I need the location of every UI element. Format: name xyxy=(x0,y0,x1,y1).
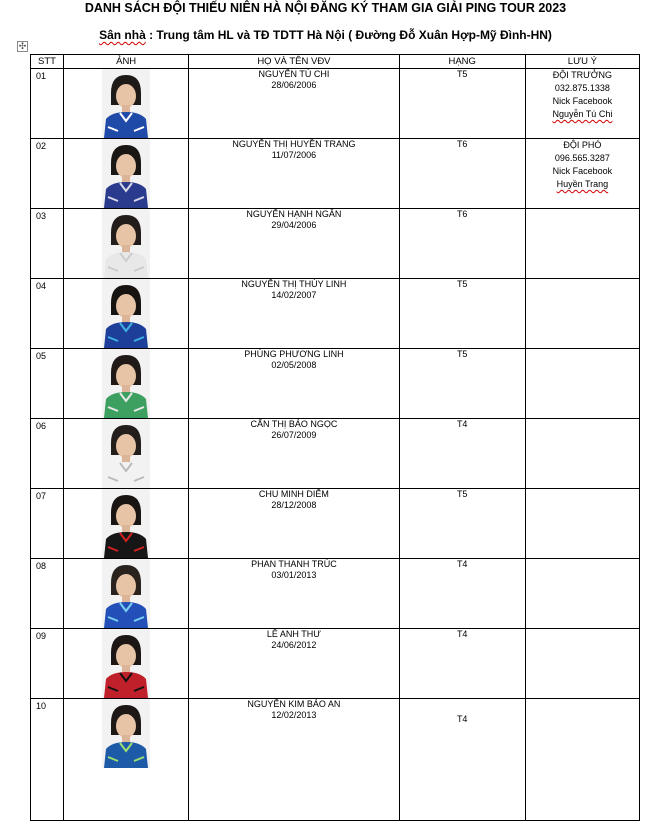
rank-cell xyxy=(399,419,525,489)
note-line: ĐỘI TRƯỞNG xyxy=(552,70,613,80)
document-title: DANH SÁCH ĐỘI THIẾU NIÊN HÀ NỘI ĐĂNG KÝ THAM GIA GIẢI PING TOUR 2023 xyxy=(84,1,567,15)
note-line: ĐỘI PHÓ xyxy=(563,140,602,150)
note-cell xyxy=(525,69,639,139)
table-row xyxy=(31,209,640,279)
note-cell xyxy=(525,699,639,821)
player-dob: 24/06/2012 xyxy=(271,640,317,650)
player-photo xyxy=(102,209,150,278)
stt-value: 04 xyxy=(36,281,47,291)
rank-cell xyxy=(399,69,525,139)
note-line: Huyền Trang xyxy=(556,179,609,189)
player-rank: T6 xyxy=(456,209,468,219)
stt-cell xyxy=(31,629,64,699)
name-cell xyxy=(189,209,399,279)
player-photo xyxy=(102,489,150,558)
rank-cell xyxy=(399,349,525,419)
stt-value: 06 xyxy=(36,421,47,431)
note-cell xyxy=(525,419,639,489)
name-cell xyxy=(189,419,399,489)
player-photo-icon xyxy=(102,559,150,628)
player-photo-icon xyxy=(102,349,150,418)
header-photo: ẢNH xyxy=(64,55,189,69)
table-row xyxy=(31,69,640,139)
stt-cell xyxy=(31,69,64,139)
stt-value: 03 xyxy=(36,211,47,221)
photo-cell xyxy=(64,699,189,821)
player-photo-icon xyxy=(102,209,150,278)
header-name: HỌ VÀ TÊN VĐV xyxy=(189,55,399,69)
photo-cell xyxy=(64,139,189,209)
stt-value: 07 xyxy=(36,491,47,501)
name-cell xyxy=(189,629,399,699)
stt-cell xyxy=(31,209,64,279)
photo-cell xyxy=(64,69,189,139)
note-cell xyxy=(525,629,639,699)
stt-value: 10 xyxy=(36,701,47,711)
table-row xyxy=(31,559,640,629)
rank-cell xyxy=(399,209,525,279)
stt-value: 05 xyxy=(36,351,47,361)
table-row xyxy=(31,699,640,821)
note-line: Nguyễn Tú Chi xyxy=(552,109,613,119)
player-dob: 29/04/2006 xyxy=(271,220,317,230)
document-subtitle xyxy=(0,27,651,43)
player-photo xyxy=(102,349,150,418)
player-photo-icon xyxy=(102,629,150,698)
table-row xyxy=(31,349,640,419)
player-name: LÊ ANH THƯ xyxy=(266,629,321,639)
player-rank: T5 xyxy=(456,349,468,359)
player-name: NGUYỄN THỊ THÙY LINH xyxy=(241,279,347,289)
table-row xyxy=(31,419,640,489)
player-photo xyxy=(102,69,150,138)
rank-cell xyxy=(399,699,525,821)
player-photo xyxy=(102,139,150,208)
note-cell xyxy=(525,139,639,209)
subtitle-venue-label: Sân nhà xyxy=(99,28,146,42)
player-name: PHAN THANH TRÚC xyxy=(251,559,337,569)
player-rank: T5 xyxy=(456,69,468,79)
note-cell xyxy=(525,279,639,349)
note-line: 032.875.1338 xyxy=(554,83,610,93)
player-photo-icon xyxy=(102,279,150,348)
stt-value: 02 xyxy=(36,141,47,151)
name-cell xyxy=(189,489,399,559)
photo-cell xyxy=(64,629,189,699)
photo-cell xyxy=(64,489,189,559)
table-header-row xyxy=(31,55,640,69)
stt-cell xyxy=(31,349,64,419)
player-photo-icon xyxy=(102,139,150,208)
subtitle-venue-text: : Trung tâm HL và TĐ TDTT Hà Nội ( Đường Đỗ Xuân Hợp-Mỹ Đình-HN) xyxy=(145,28,552,42)
stt-cell xyxy=(31,489,64,559)
player-photo-icon xyxy=(102,489,150,558)
stt-value: 09 xyxy=(36,631,47,641)
stt-value: 01 xyxy=(36,71,47,81)
stt-cell xyxy=(31,419,64,489)
player-rank: T4 xyxy=(456,629,468,639)
player-dob: 02/05/2008 xyxy=(271,360,317,370)
table-row xyxy=(31,279,640,349)
player-rank: T4 xyxy=(456,559,468,569)
player-dob: 12/02/2013 xyxy=(271,710,317,720)
player-photo xyxy=(102,699,150,768)
name-cell xyxy=(189,699,399,821)
rank-cell xyxy=(399,489,525,559)
name-cell xyxy=(189,69,399,139)
player-photo xyxy=(102,279,150,348)
stt-value: 08 xyxy=(36,561,47,571)
player-name: NGUYỄN TÚ CHI xyxy=(258,69,330,79)
roster-table xyxy=(30,54,640,821)
player-rank: T6 xyxy=(456,139,468,149)
rank-cell xyxy=(399,629,525,699)
table-move-handle-icon[interactable]: ✣ xyxy=(18,41,27,51)
photo-cell xyxy=(64,279,189,349)
player-dob: 28/06/2006 xyxy=(271,80,317,90)
header-note: LƯU Ý xyxy=(525,55,639,69)
name-cell xyxy=(189,279,399,349)
player-photo-icon xyxy=(102,69,150,138)
player-dob: 03/01/2013 xyxy=(271,570,317,580)
photo-cell xyxy=(64,559,189,629)
name-cell xyxy=(189,139,399,209)
player-dob: 28/12/2008 xyxy=(271,500,317,510)
player-rank: T4 xyxy=(456,714,468,724)
player-name: CẤN THỊ BẢO NGỌC xyxy=(250,419,338,429)
player-name: PHÙNG PHƯƠNG LINH xyxy=(244,349,344,359)
player-dob: 11/07/2006 xyxy=(271,150,317,160)
player-photo-icon xyxy=(102,699,150,768)
stt-cell xyxy=(31,699,64,821)
table-row xyxy=(31,629,640,699)
player-name: NGUYỄN KIM BẢO AN xyxy=(247,699,341,709)
player-photo-icon xyxy=(102,419,150,488)
player-photo xyxy=(102,419,150,488)
rank-cell xyxy=(399,559,525,629)
header-rank: HẠNG xyxy=(399,55,525,69)
note-line: Nick Facebook xyxy=(552,96,613,106)
player-dob: 14/02/2007 xyxy=(271,290,317,300)
player-rank: T5 xyxy=(456,279,468,289)
table-row xyxy=(31,139,640,209)
rank-cell xyxy=(399,279,525,349)
player-dob: 26/07/2009 xyxy=(271,430,317,440)
stt-cell xyxy=(31,279,64,349)
photo-cell xyxy=(64,209,189,279)
player-name: CHU MINH DIỄM xyxy=(258,489,329,499)
photo-cell xyxy=(64,349,189,419)
player-photo xyxy=(102,559,150,628)
note-cell xyxy=(525,209,639,279)
table-row xyxy=(31,489,640,559)
player-photo xyxy=(102,629,150,698)
player-rank: T4 xyxy=(456,419,468,429)
note-cell xyxy=(525,489,639,559)
note-line: 096.565.3287 xyxy=(554,153,610,163)
name-cell xyxy=(189,349,399,419)
photo-cell xyxy=(64,419,189,489)
player-name: NGUYỄN HẠNH NGÂN xyxy=(246,209,342,219)
player-name: NGUYỄN THỊ HUYỀN TRANG xyxy=(232,139,356,149)
name-cell xyxy=(189,559,399,629)
note-line: Nick Facebook xyxy=(552,166,613,176)
note-cell xyxy=(525,559,639,629)
player-rank: T5 xyxy=(456,489,468,499)
header-stt: STT xyxy=(31,55,64,69)
stt-cell xyxy=(31,559,64,629)
rank-cell xyxy=(399,139,525,209)
note-cell xyxy=(525,349,639,419)
stt-cell xyxy=(31,139,64,209)
